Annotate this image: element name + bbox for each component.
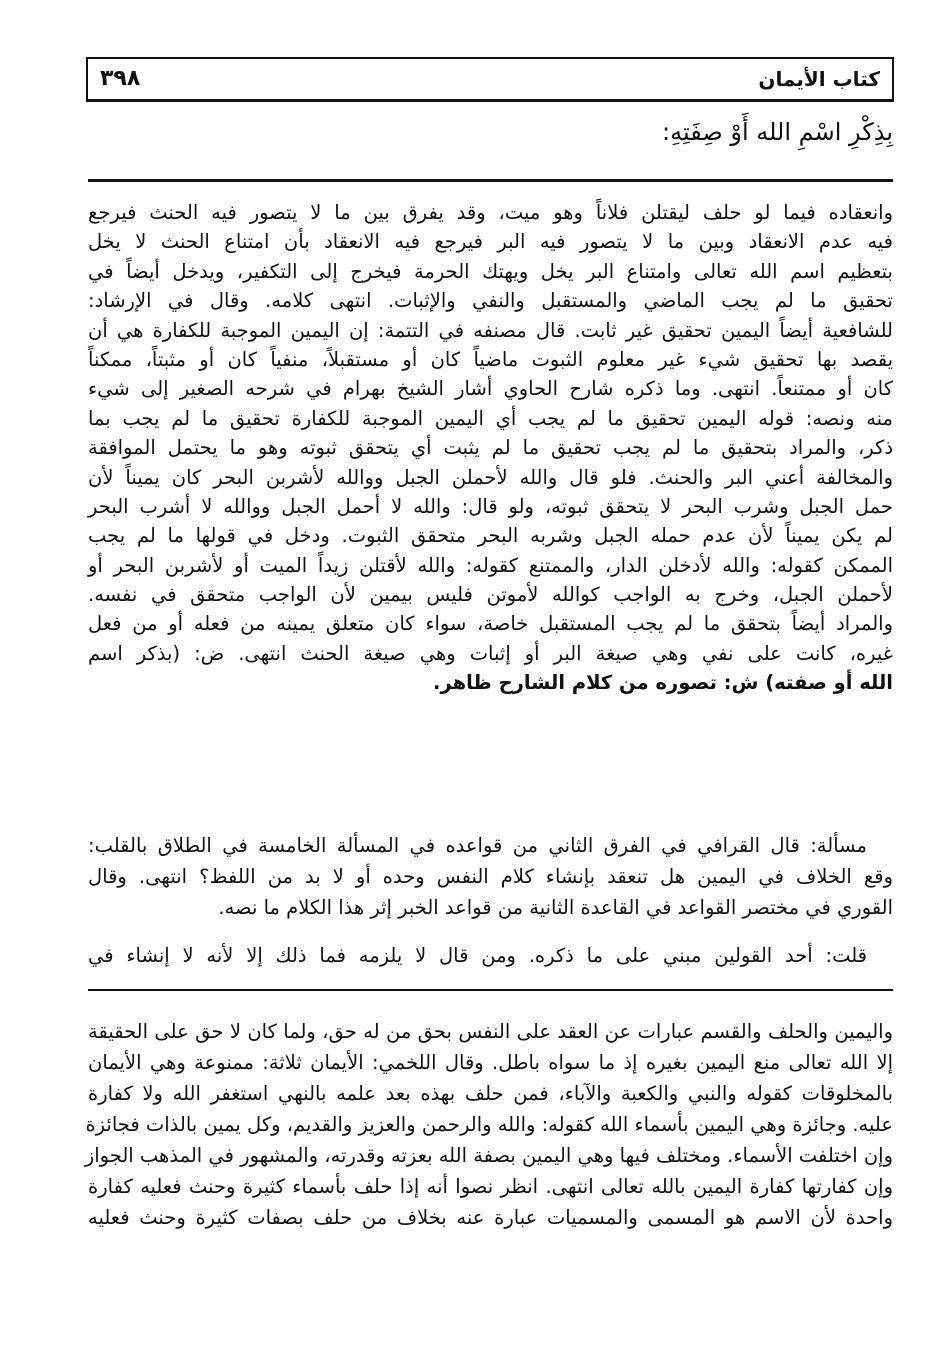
text-line: لأحملن الجبل، وخرج به الواجب كوالله لأموتن فليس بيمين لأن الواجب متحقق في نفسه. (88, 583, 893, 607)
text-line: يقصد بها تحقيق شيء غير معلوم الثبوت ماضياً كان أو مستقبلاً، منفياً كان أو مثبتاً، ممكناً (88, 347, 893, 371)
text-line: غيره، كانت على نفي وهي صيغة البر أو إثبات وهي صيغة الحنث انتهى. ض: (بذكر اسم (88, 641, 893, 665)
text-line: لم يكن يميناً لأن عدم حمله الجبل وشربه البحر متحقق الثبوت. ودخل في قولها ما لم يجب (88, 524, 893, 548)
text-line: حمل الجبل وشرب البحر لا يتحقق ثبوته، ولو قال: والله لا أحمل الجبل ووالله لا أشرب البحر (88, 494, 893, 518)
text-line: بالمخلوقات كقوله والنبي والكعبة والآباء، فمن حلف بهذه بعد علمه بالنهي استغفر الله ولا كفارة (88, 1082, 893, 1105)
text-line: واليمين والحلف والقسم عبارات عن العقد على النفس بحق من له حق، ولما كان لا حق على الحقيقة (88, 1020, 893, 1043)
text-line: مسألة: قال القرافي في الفرق الثاني من قواعده في المسألة الخامسة في الطلاق بالقلب: (88, 834, 867, 857)
text-line: والمخالفة أعني البر والحنث. فلو قال والله لأحملن الجبل ووالله لأشربن البحر كان يميناً لأن (88, 465, 893, 489)
text-line: وانعقاده فيما لو حلف ليقتلن فلاناً وهو ميت، وقد يفرق بين ما لا يتصور فيه الحنث فيرجع (88, 201, 893, 224)
masala-block (88, 830, 893, 923)
text-line: فيه عدم الانعقاد وبين ما لا يتصور فيه البر فيرجع فيه الانعقاد بأن امتناع الحنث لا يخل (88, 230, 893, 254)
text-line: القوري في مختصر القواعد في القاعدة الثانية من قواعد الخبر إثر هذا الكلام ما نصه. (218, 896, 893, 919)
text-line: قلت: أحد القولين مبني على ما ذكره. ومن قال لا يلزمه فما ذلك إلا لأنه لا إنشاء في (88, 944, 867, 967)
footnote-block (84, 1016, 893, 1233)
matn-text: بِذِكْرِ اسْمِ الله أَوْ صِفَتِهِ: (662, 118, 893, 146)
commentary-block (88, 198, 893, 698)
text-line: الله أو صفته) ش: تصوره من كلام الشارح ظاهر. (433, 671, 893, 695)
text-line: منه ونصه: قوله اليمين تحقيق ما لم يجب أي اليمين الموجبة للكفارة تحقيق ما لم يجب بما (88, 406, 893, 430)
text-line: وقع الخلاف في اليمين هل تنعقد بإنشاء كلام النفس وحده أو لا بد من اللفظ؟ انتهى. وقال (88, 865, 893, 888)
text-line: وإن اختلفت الأسماء. ومختلف فيها وهي اليمين بصفة الله بعزته وقدرته، والمشهور في المذهب الجواز (84, 1144, 893, 1167)
page-number: ٣٩٨ (100, 66, 141, 91)
text-line: بتعظيم اسم الله تعالى وامتناع البر يخل ويهتك الحرمة فيخرج إلى التكفير، ويدخل أيضاً في (88, 259, 893, 283)
qultu-block (88, 940, 893, 971)
text-line: عليه. وجائزة وهي اليمين بأسماء الله كقوله: والله والرحمن والعزيز والقديم، وكل يمين بالذات فجائزة (85, 1113, 893, 1136)
text-line: والمراد أيضاً بتحقق ما لم يجب المستقبل خاصة، سواء كان متعلق يمينه من فعله أو من فعل (88, 612, 893, 636)
text-line: واحدة لأن الاسم هو المسمى والمسميات عبارة عنه بخلاف من حلف بصفات كثيرة وحنث فعليه (88, 1206, 893, 1229)
text-line: كان أو ممتنعاً. انتهى. وما ذكره شارح الحاوي أشار الشيخ بهرام في شرحه الصغير إلى شيء (88, 377, 893, 401)
chapter-title: كتاب الأيمان (758, 67, 880, 91)
text-line: وإن كفارتها كفارة اليمين بالله تعالى انتهى. انظر نصوا أنه إذا حلف بأسماء كثيرة وحنث فعليه كفارة (88, 1175, 893, 1198)
divider-top (88, 179, 893, 182)
running-header (86, 57, 894, 102)
text-line: الممكن كقوله: والله لأدخلن الدار، والممتنع كقوله: والله لأقتلن زيداً الميت أو لأشربن البحر أو (88, 553, 893, 577)
text-line: إلا الله تعالى منع اليمين بغيره إذ ما سواه باطل. وقال اللخمي: الأيمان ثلاثة: ممنوعة وهي الأيمان (88, 1051, 893, 1074)
text-line: ذكر، والمراد بتحقيق ما لم يجب تحقيق ما لم يثبت أي يتحقق ثبوته وهو ما يحتمل الموافقة (88, 436, 893, 460)
text-line: تحقيق ما لم يجب الماضي والمستقبل والنفي والإثبات. انتهى كلامه. وقال في الإرشاد: (88, 289, 893, 313)
text-line: للشافعية أيضاً اليمين تحقيق غير ثابت. قال مصنفه في التتمة: إن اليمين الموجبة للكفارة هي أن (88, 318, 893, 342)
divider-footnote (88, 989, 893, 991)
